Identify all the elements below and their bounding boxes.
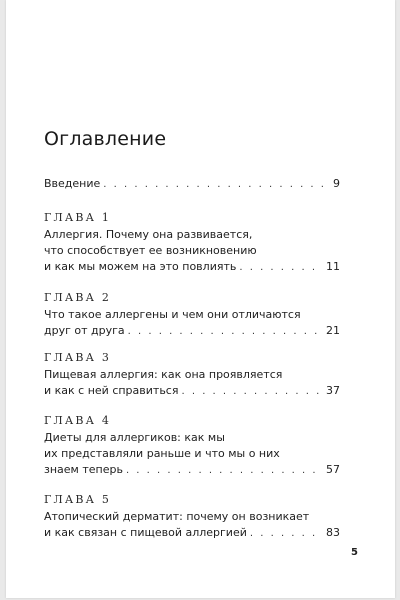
toc-entry-chapter-1[interactable] (44, 210, 340, 276)
page-folio: 5 (351, 547, 358, 558)
entry-title: знаем теперь (44, 463, 123, 476)
entry-title: и как мы можем на это повлиять (44, 260, 237, 273)
entry-title: что способствует ее возникновению (44, 244, 257, 257)
toc-line (44, 383, 340, 400)
toc-line (44, 509, 340, 525)
dot-leader (181, 384, 323, 400)
dot-leader (126, 463, 323, 479)
toc-entry-chapter-5[interactable] (44, 492, 340, 542)
toc-line (44, 462, 340, 479)
toc-line (44, 176, 340, 193)
entry-title: их представляли раньше и что мы о них (44, 447, 280, 460)
entry-title: и как связан с пищевой аллергией (44, 526, 247, 539)
entry-title: Аллергия. Почему она развивается, (44, 228, 253, 241)
entry-title: Введение (44, 177, 101, 190)
dot-leader (239, 260, 323, 276)
toc-entry-chapter-4[interactable] (44, 413, 340, 479)
chapter-label: ГЛАВА 5 (44, 493, 112, 506)
page-number: 21 (326, 324, 340, 337)
dot-leader (103, 177, 330, 193)
dot-leader (128, 324, 323, 340)
toc-entry-chapter-2[interactable] (44, 290, 340, 340)
chapter-label: ГЛАВА 4 (44, 414, 112, 427)
chapter-label: ГЛАВА 3 (44, 351, 112, 364)
page-number: 57 (326, 463, 340, 476)
dot-leader (250, 526, 323, 542)
entry-title: Что такое аллергены и чем они отличаются (44, 308, 301, 321)
chapter-label: ГЛАВА 1 (44, 211, 112, 224)
entry-title: друг от друга (44, 324, 125, 337)
toc-line (44, 446, 340, 462)
toc-line (44, 307, 340, 323)
toc-line (44, 323, 340, 340)
toc-line (44, 430, 340, 446)
page-number: 9 (333, 177, 340, 190)
chapter-label: ГЛАВА 2 (44, 291, 112, 304)
page-number: 11 (326, 260, 340, 273)
entry-title: Диеты для аллергиков: как мы (44, 431, 225, 444)
entry-title: Пищевая аллергия: как она проявляется (44, 368, 283, 381)
toc-line (44, 227, 340, 243)
page-number: 83 (326, 526, 340, 539)
entry-title: Атопический дерматит: почему он возникает (44, 510, 310, 523)
toc-title: Оглавление (44, 128, 167, 150)
toc-line (44, 259, 340, 276)
toc-entry-intro[interactable] (44, 176, 340, 193)
page-number: 37 (326, 384, 340, 397)
entry-title: и как с ней справиться (44, 384, 179, 397)
toc-entry-chapter-3[interactable] (44, 350, 340, 400)
toc-line (44, 243, 340, 259)
toc-line (44, 367, 340, 383)
book-page (6, 0, 395, 598)
toc-line (44, 525, 340, 542)
